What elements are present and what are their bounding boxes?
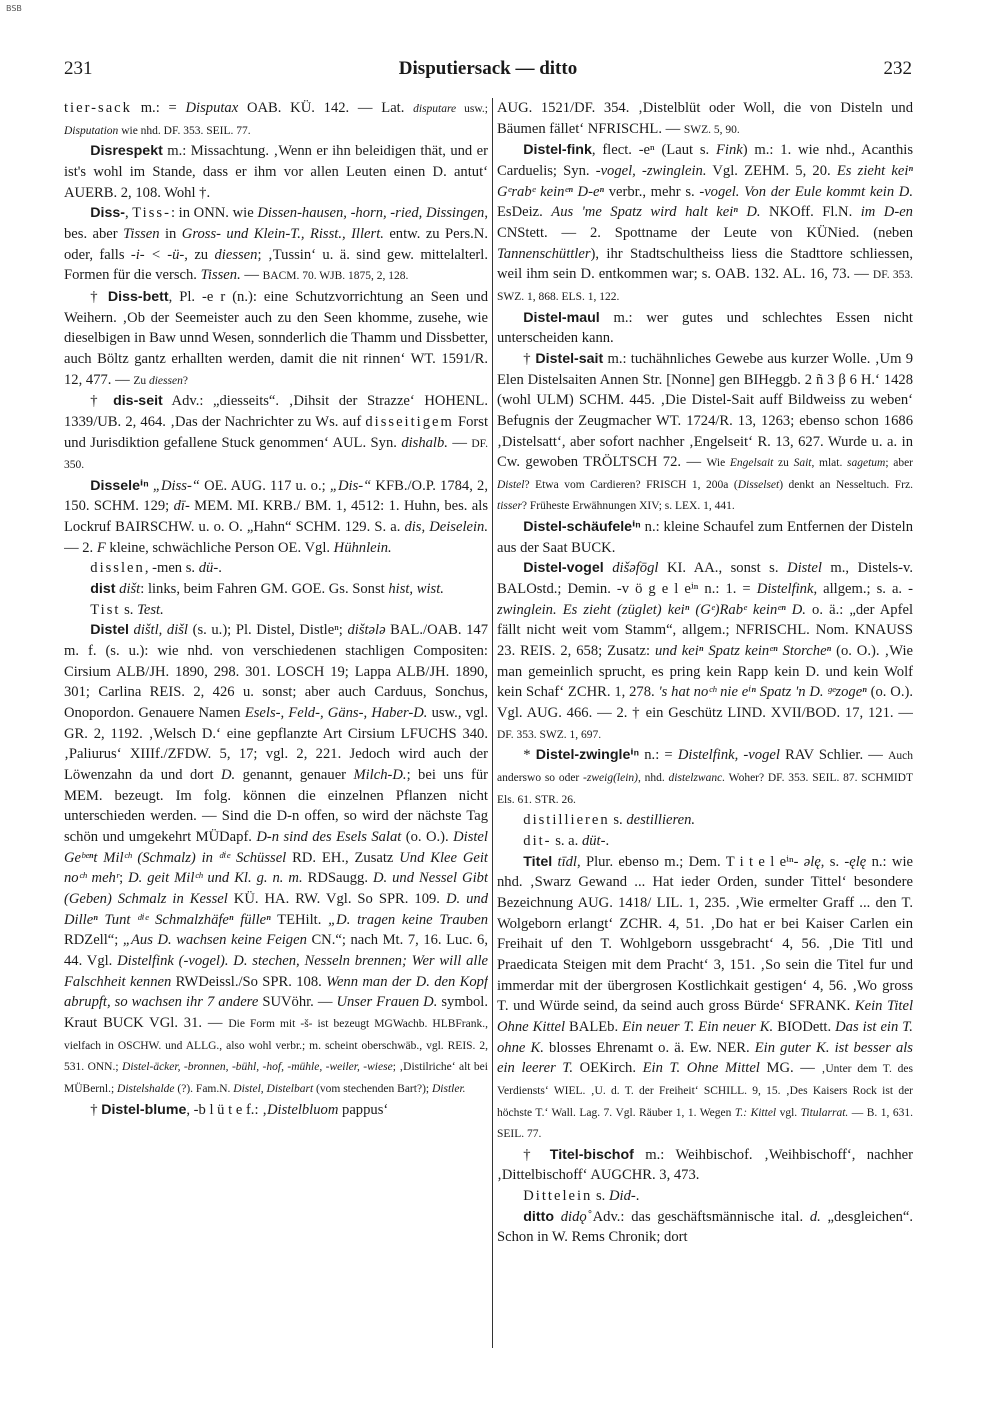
dictionary-entry: † Distel-blume, -b l ü t e f.: ‚Distelbluom pappus‘: [90, 1101, 389, 1118]
running-title: Disputiersack — ditto: [398, 58, 578, 79]
dictionary-entry: Titel tīdl, Plur. ebenso m.; Dem. T i t e l eⁱⁿ- əlę, s. -ęlę n.: wie nhd. ‚Swarz Gewand ... Hat ieder Orden, sunder Tittel‘ besondere Bezeichnung AUG. 1418/ LIL. 1, 235. ‚Wie ermelter Graff ... den T. Wolgeborn erlangt‘ ZCHR. 4, 51. ‚Do hat er bei Kaiser Carlen ein Freihait uf den T. Wohlgeborn ussgebracht‘ 4, 56. ‚Die Titl und Praedicata Steigen mit dem Pracht‘ 3, 151. ‚So sein die Titel fur und immerdar mit der übergrosen Kostlichkait gestigen‘ 4, 56. ‚Wo gross T. und Würde seind, da seind auch gross Bürde‘ SFRANK. Kein Titel Ohne Kittel BALEb. Ein neuer T. Ein neuer K. BIODett. Das ist ein T. ohne K. blosses Ehrenamt o. ä. Ew. NER. Ein guter K. ist besser als ein leerer T. OEKirch. Ein T. Ohne Mittel MG. — ‚Unter dem T. des Verdiensts‘ WIEL. ‚U. d. T. der Freiheit‘ SCHILL. 9, 15. ‚Des Kaisers Rock ist der höchste T.‘ Wall. Lag. 7. Vgl. Räuber 1, 1. Wegen T.: Kittel vgl. Titularrat. — B. 1, 631. SEIL. 77.: [497, 853, 913, 1141]
dictionary-entry: dist dišt: links, beim Fahren GM. GOE. Gs. Sonst hist, wist.: [90, 581, 444, 598]
dictionary-entry: * Distel-zwingleⁱⁿ n.: = Distelfink, -vogel RAV Schlier. — Auch anderswo so oder -zweig(lein), nhd. distelzwanc. Woher? DF. 353. SEIL. 87. SCHMIDT Els. 61. STR. 26.: [497, 747, 913, 806]
left-page-number: 231: [64, 58, 93, 79]
library-stamp: BSB: [6, 4, 22, 13]
dictionary-entry: Disseleⁱⁿ „Diss-“ OE. AUG. 117 u. o.; „Dis-“ KFB./O.P. 1784, 2, 150. SCHM. 129; dī- MEM. MI. KRB./ BM. 1, 4512: 1. Huhn, bes. als Lockruf BAIRSCHW. u. o. O. „Hahn“ SCHM. 129. S. a. dis, Deiselein. — 2. F kleine, schwächliche Person OE. Vgl. Hühnlein.: [64, 477, 488, 556]
dictionary-entry: † Diss-bett, Pl. -e r (n.): eine Schutzvorrichtung an Seen und Weihern. ‚Ob der Seemeister auch zu den Seen khomme, zusehe, wie dieselbigen in Baw unnd Wesen, sonnderlich die Thamm und Dissbetter, auch Böltz gantz erhallten werden, damit die nit rinnen‘ WT. 1591/R. 12, 477. — Zu diessen?: [64, 288, 488, 388]
dictionary-entry: disslen, -men s. dü-.: [90, 560, 222, 577]
dictionary-entry: Tist s. Test.: [90, 601, 164, 618]
dictionary-entry: ditto didǫ̊ Adv.: das geschäftsmännische ital. d. „desgleichen“. Schon in W. Rems Chronik; dort: [497, 1208, 913, 1246]
dictionary-entry: Dittelein s. Did-.: [523, 1188, 640, 1205]
dictionary-entry: † Titel-bischof m.: Weihbischof. ‚Weihbischoff‘, nachher ‚Dittelbischoff‘ AUGCHR. 3, 473.: [497, 1146, 913, 1184]
dictionary-entry: Distel-schäufeleⁱⁿ n.: kleine Schaufel zum Entfernen der Disteln aus der Saat BUCK.: [497, 519, 913, 556]
dictionary-entry: † Distel-sait m.: tuchähnliches Gewebe aus kurzer Wolle. ‚Um 9 Elen Distelsaiten Annen Str. [Nonne] gen BIHeggb. 2 ñ 3 β 6 H.‘ 1428 (wohl ULM) SCHM. 445. ‚Die Distel-Sait auff Bildweiss zu weben‘ Befugnis der Zeugmacher WT. 1724/R. 13, 1263; ebenso schon 1686 ‚Distelsatt‘, aber sofort nachher ‚Engelseit‘ R. 13, 627. Wurde u. a. in Cw. gewoben TRÖLTSCH 72. — Wie Engelsait zu Sait, mlat. sagetum; aber Distel? Etwa vom Cardieren? FRISCH 1, 200a (Disselset) denkt an Nesseltuch. Frz. tisser? Früheste Erwähnungen XIV; s. LEX. 1, 441.: [497, 350, 913, 513]
dictionary-entry: Distel dištl, dišl (s. u.); Pl. Distel, Distleⁿ; dištələ BAL./OAB. 147 m. f. (s. u.): wie nhd. von verschiedenen stachligen Compositen: Cirsium ALB/JH. 1890, 298. 301. LOSCH 19; Lappa ALB/JH. 1890, 301; Carlina REIS. 2, 426 u. sonst; aber auch Carduus, Sonchus, Onopordon. Genauere Namen Esels-, Feld-, Gäns-, Haber-D. usw., vgl. GR. 2, 1192. ‚Welsch D.‘ eine gepflanzte Art Cirsium LFUCHS 340. ‚Paliurus‘ XIIIf./ZFDW. 5, 17; vgl. 2, 221. Jedoch wird auch der Löwenzahn da und dort D. genannt, genauer Milch-D.; bei uns für MEM. bezeugt. Im folg. können die einzelnen Pflanzen nicht unterschieden werden. — Sind die D-n offen, so wird der nächste Tag schön und umgekehrt MÜDapf. D-n sind des Esels Salat (o. O.). Distel Geᵇᵉⁿt Milᶜʰ (Schmalz) in ᵈⁱᵉ Schüssel RD. EH., Zusatz Und Klee Geit noᶜʰ mehʳ; D. geit Milᶜʰ und Kl. g. n. m. RDSaugg. D. und Nessel Gibt (Geben) Schmalz in Kessel KÜ. HA. RW. Vgl. So SPR. 109. D. und Dilleⁿ Tunt ᵈⁱᵉ Schmalzhäfeⁿ fülleⁿ TEHilt. „D. tragen keine Trauben RDZell“; „Aus D. wachsen keine Feigen CN.“; nach Mt. 7, 16. Luc. 6, 44. Vgl. Distelfink (-vogel). D. stechen, Nesseln brennen; Wer will alle Falschheit kennen RWDeissl./So SPR. 108. Wenn man der D. den Kopf abrupft, so wachsen ihr 7 andere SUVöhr. — Unser Frauen D. symbol. Kraut BUCK VGl. 31. — Die Form mit -š- ist bezeugt MGWachb. HLBFrank., vielfach in OSCHW. und ALLG., also wohl verbr.; m. scheint oberschwäb., vgl. REIS. 2, 531. ONN.; Distel-äcker, -bronnen, -bühl, -hof, -mühle, -weiler, -wiese; ‚Distilriche‘ alt bei MÜBernl.; Distelshalde (?). Fam.N. Distel, Distelbart (vom stechenden Bart?); Distler.: [64, 622, 488, 1095]
right-column: [497, 98, 913, 1360]
dictionary-entry: Distel-fink, flect. -eⁿ (Laut s. Fink) m.: 1. wie nhd., Acanthis Carduelis; Syn. -vogel, -zwinglein. Vgl. ZEHM. 5, 20. Es zieht keiⁿ Gᵉrabᵉ keinᵉⁿ D-eⁿ verbr., mehr s. -vogel. Von der Eule kommt kein D. EsDeiz. Aus 'me Spatz wird halt keiⁿ D. NKOff. Fl.N. im D-en CNStett. — 2. Spottname der Leute von KÜNied. (neben Tannenschüttler), ihr Stadtschultheiss liess die Stadttore schliessen, weil ihm sein D. entkommen war; s. OAB. 132. AL. 16, 73. — DF. 353. SWZ. 1, 868. ELS. 1, 122.: [497, 142, 913, 303]
dictionary-entry: † dis-seit Adv.: „diesseits“. ‚Dihsit der Strazze‘ HOHENL. 1339/UB. 2, 464. ‚Das der Nachrichter zu Ws. auf disseitigem Forst und Jurisdiktion gefallene Stuck genommen‘ AUL. Syn. dishalb. — DF. 350.: [64, 393, 488, 472]
dictionary-entry: distillieren s. destillieren.: [523, 812, 696, 829]
dictionary-entry: tier-sack m.: = Disputax OAB. KÜ. 142. — Lat. disputare usw.; Disputation wie nhd. DF. 353. SEIL. 77.: [64, 100, 488, 137]
dictionary-entry: dit- s. a. düt-.: [523, 832, 610, 849]
dictionary-entry: AUG. 1521/DF. 354. ‚Distelblüt oder Woll, die von Disteln und Bäumen fället‘ NFRISCHL. — SWZ. 5, 90.: [497, 100, 913, 137]
right-page-number: 232: [883, 58, 912, 79]
dictionary-entry: Distel-maul m.: wer gutes und schlechtes Essen nicht unterscheiden kann.: [497, 309, 913, 347]
column-divider: [492, 98, 493, 1348]
page-header: [64, 58, 912, 88]
left-column: [64, 98, 488, 1360]
dictionary-entry: Distel-vogel dišəfōgl KI. AA., sonst s. Distel m., Distels-v. BALOstd.; Demin. -v ö g e l eⁱⁿ n.: 1. = Distelfink, allgem.; s. a. -zwinglein. Es zieht (züglet) keiⁿ (Gᵉ)Rabᵉ keinᵉⁿ D. o. ä.: „der Apfel fällt nicht weit vom Stamm“, allgem.; NFRISCHL. Nom. KNAUSS 23. REIS. 2, 658; Zusatz: und keiⁿ Spatz keinᵉⁿ Storcheⁿ (o. O.). ‚Wie man gemeinlich sprucht, es pring kein Rapp kein D. und kein Wolf kein Schaf‘ ZCHR. 1, 278. 's hat noᶜʰ nie eⁱⁿ Spatz 'n D. ᵍᵉzogeⁿ (o. O.). Vgl. AUG. 466. — 2. † ein Geschütz LIND. XVII/BOD. 17, 121. — DF. 353. SWZ. 1, 697.: [497, 560, 913, 741]
dictionary-entry: Diss-, Tiss-: in ONN. wie Dissen-hausen, -horn, -ried, Dissingen, bes. aber Tissen in Gross- und Klein-T., Risst., Illert. entw. zu Pers.N. oder, falls -i- < -ü-, zu diessen; ‚Tussin‘ u. ä. sind gew. mittelalterl. Formen für die versch. Tissen. — BACM. 70. WJB. 1875, 2, 128.: [64, 205, 488, 284]
dictionary-entry: Disrespekt m.: Missachtung. ‚Wenn er ihn beleidigen thät, und er ist's wohl im Stande, dass er ihm vor allen Leuten einen D. antut‘ AUERB. 2, 108. Wohl †.: [64, 143, 488, 201]
